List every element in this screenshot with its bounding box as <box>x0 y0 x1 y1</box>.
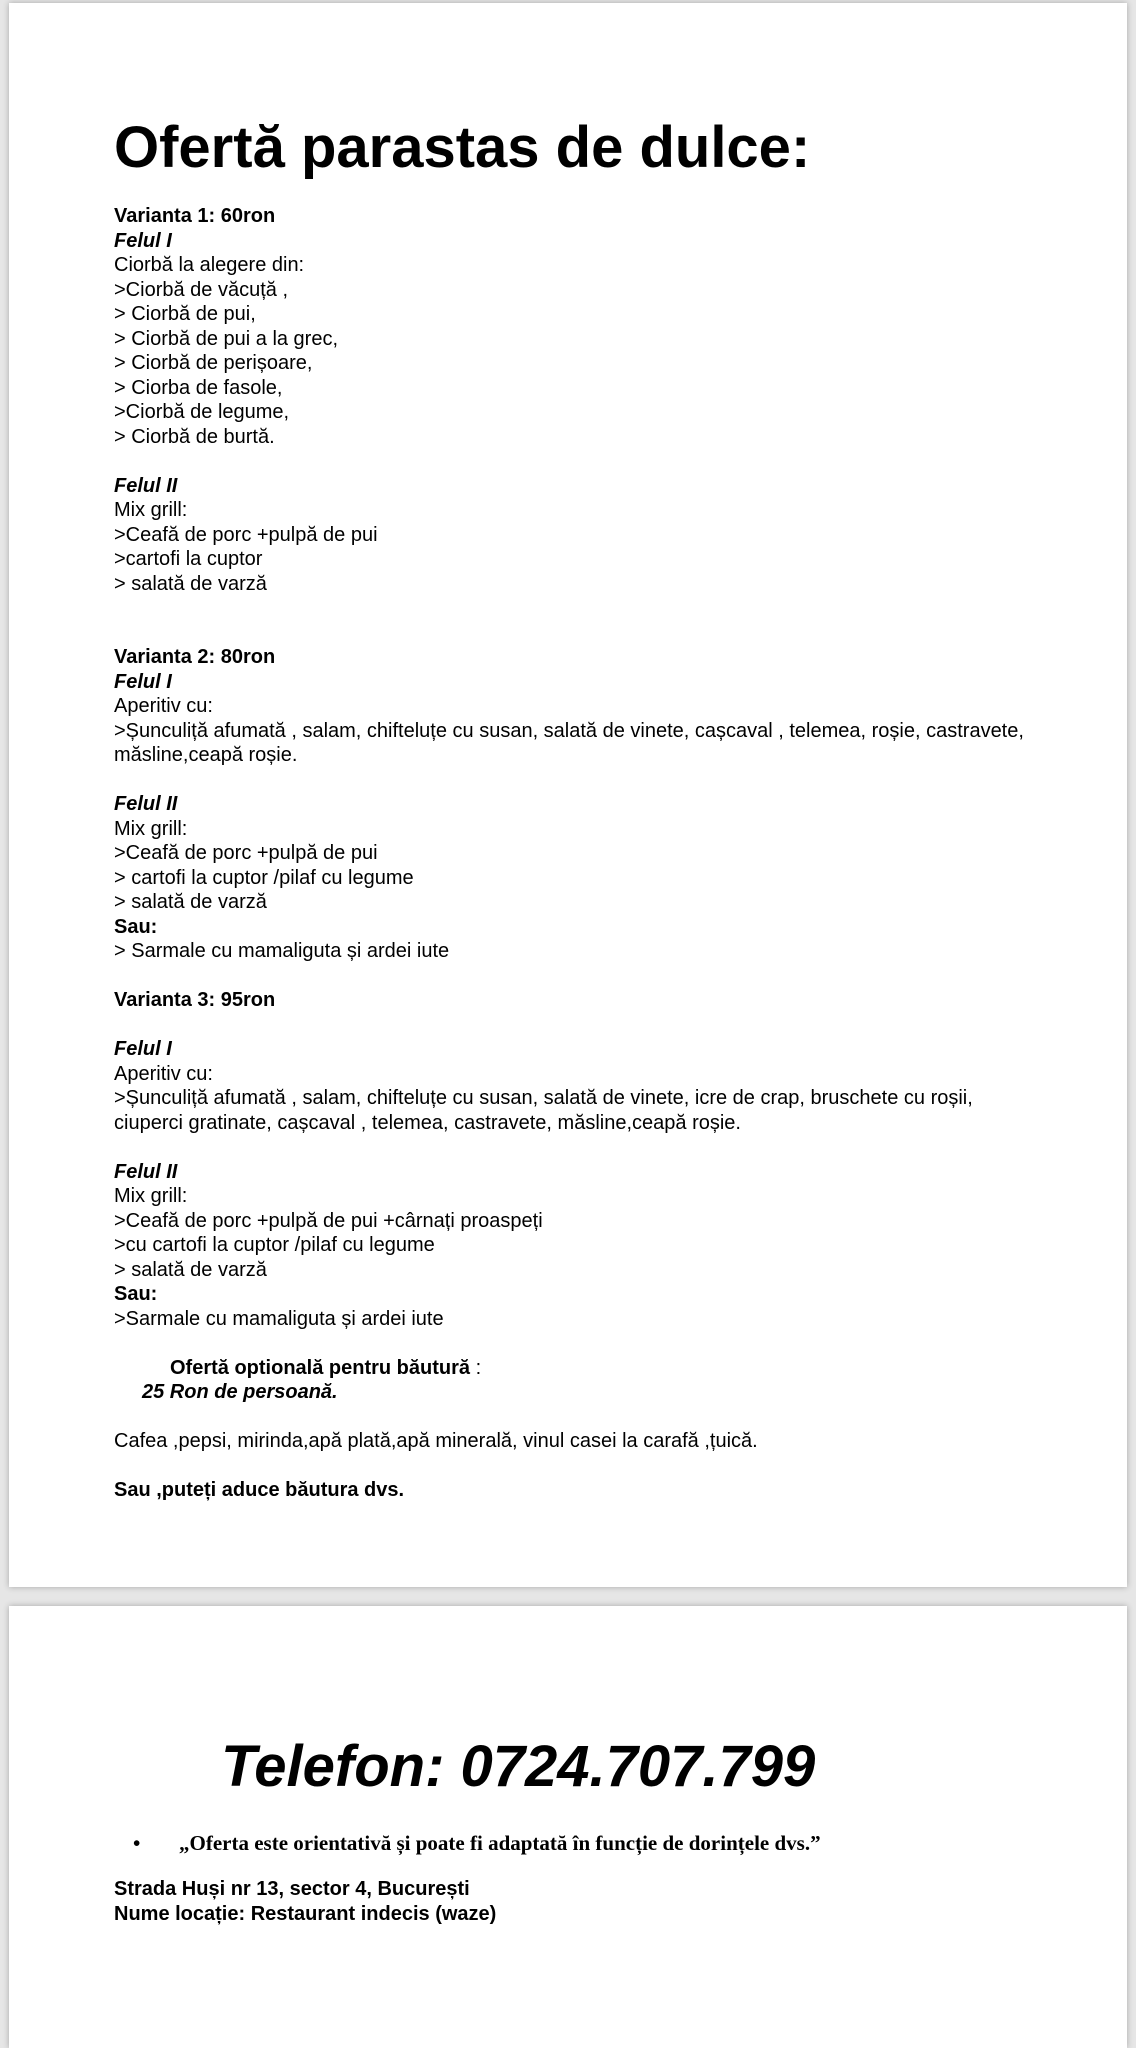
phone-number: Telefon: 0724.707.799 <box>221 1734 816 1799</box>
drinks-price: 25 Ron de persoană. <box>142 1381 338 1403</box>
variant-1-felul-1-intro: Ciorbă la alegere din: <box>114 254 305 276</box>
menu-item: >Ciorbă de văcuță , <box>114 278 288 301</box>
menu-item: > Ciorbă de pui, <box>114 303 256 325</box>
menu-item: >Sarmale cu mamaliguta și ardei iute <box>114 1307 444 1330</box>
variant-2-felul-2-label: Felul II <box>114 793 178 815</box>
variant-3-title: Varianta 3: 95ron <box>114 989 276 1011</box>
variant-1 <box>114 204 1044 596</box>
menu-item: > Ciorba de fasole, <box>114 376 283 399</box>
page-title: Ofertă parastas de dulce: <box>114 115 811 180</box>
variant-1-title: Varianta 1: 60ron <box>114 205 276 227</box>
orientative-note-text: „Oferta este orientativă și poate fi adaptată în funcție de dorințele dvs.” <box>179 1831 821 1855</box>
variant-1-felul-2-intro: Mix grill: <box>114 499 188 521</box>
menu-item: > salată de varză <box>114 1258 267 1281</box>
variant-2-felul-2-intro: Mix grill: <box>114 817 188 840</box>
variant-3 <box>114 988 1044 1331</box>
variant-2-felul-1-label: Felul I <box>114 670 172 693</box>
variant-2-or-label: Sau: <box>114 915 158 938</box>
bullet-icon: • <box>133 1831 141 1855</box>
menu-item: > Ciorbă de burtă. <box>114 425 275 448</box>
drinks-title-label: Ofertă optională pentru băutură <box>170 1356 471 1379</box>
menu-item: >cu cartofi la cuptor /pilaf cu legume <box>114 1234 435 1256</box>
menu-item: >Șunculiță afumată , salam, chifteluțe cu susan, salată de vinete, icre de crap, bruschete cu roșii, ciuperci gratinate, cașcaval , telemea, castravete, măsline,ceapă roșie. <box>114 1087 973 1134</box>
variant-1-felul-2-label: Felul II <box>114 474 178 497</box>
variant-2-title: Varianta 2: 80ron <box>114 646 276 668</box>
menu-item: >Ceafă de porc +pulpă de pui <box>114 842 378 864</box>
drinks-title-suffix: : <box>470 1356 482 1379</box>
menu-item: >Șunculiță afumată , salam, chifteluțe cu susan, salată de vinete, cașcaval , telemea, roșie, castravete, măsline,ceapă roșie. <box>114 719 1024 766</box>
variant-3-felul-2-intro: Mix grill: <box>114 1185 188 1207</box>
document-page-1 <box>9 3 1127 1587</box>
drinks-title <box>170 1356 1044 1381</box>
menu-item: > salată de varză <box>114 891 267 913</box>
menu-item: > Ciorbă de perișoare, <box>114 352 313 374</box>
menu-item: >Ciorbă de legume, <box>114 401 290 423</box>
offer-content <box>114 113 1044 1503</box>
document-page-2 <box>9 1606 1127 2048</box>
drinks-offer <box>114 1356 1044 1503</box>
menu-item: >Ceafă de porc +pulpă de pui <box>114 523 378 546</box>
variant-1-felul-1-label: Felul I <box>114 229 172 252</box>
variant-3-felul-1-intro: Aperitiv cu: <box>114 1062 213 1085</box>
own-drinks-note: Sau ,puteți aduce băutura dvs. <box>114 1479 405 1501</box>
variant-2-felul-1-intro: Aperitiv cu: <box>114 695 213 717</box>
menu-item: > salată de varză <box>114 572 267 595</box>
menu-item: > cartofi la cuptor /pilaf cu legume <box>114 866 414 889</box>
variant-3-or-label: Sau: <box>114 1283 158 1305</box>
variant-3-felul-2-label: Felul II <box>114 1160 178 1183</box>
variant-3-felul-1-label: Felul I <box>114 1038 172 1060</box>
menu-item: >cartofi la cuptor <box>114 548 263 570</box>
location-name: Nume locație: Restaurant indecis (waze) <box>114 1902 497 1925</box>
menu-item: > Ciorbă de pui a la grec, <box>114 327 339 350</box>
street-address: Strada Huși nr 13, sector 4, București <box>114 1878 470 1900</box>
orientative-note <box>133 1830 821 1856</box>
variant-2 <box>114 645 1044 964</box>
menu-item: > Sarmale cu mamaliguta și ardei iute <box>114 940 450 962</box>
address-block <box>114 1877 496 1926</box>
menu-item: >Ceafă de porc +pulpă de pui +cârnați proaspeți <box>114 1209 543 1232</box>
drinks-list: Cafea ,pepsi, mirinda,apă plată,apă minerală, vinul casei la carafă ,țuică. <box>114 1430 758 1452</box>
